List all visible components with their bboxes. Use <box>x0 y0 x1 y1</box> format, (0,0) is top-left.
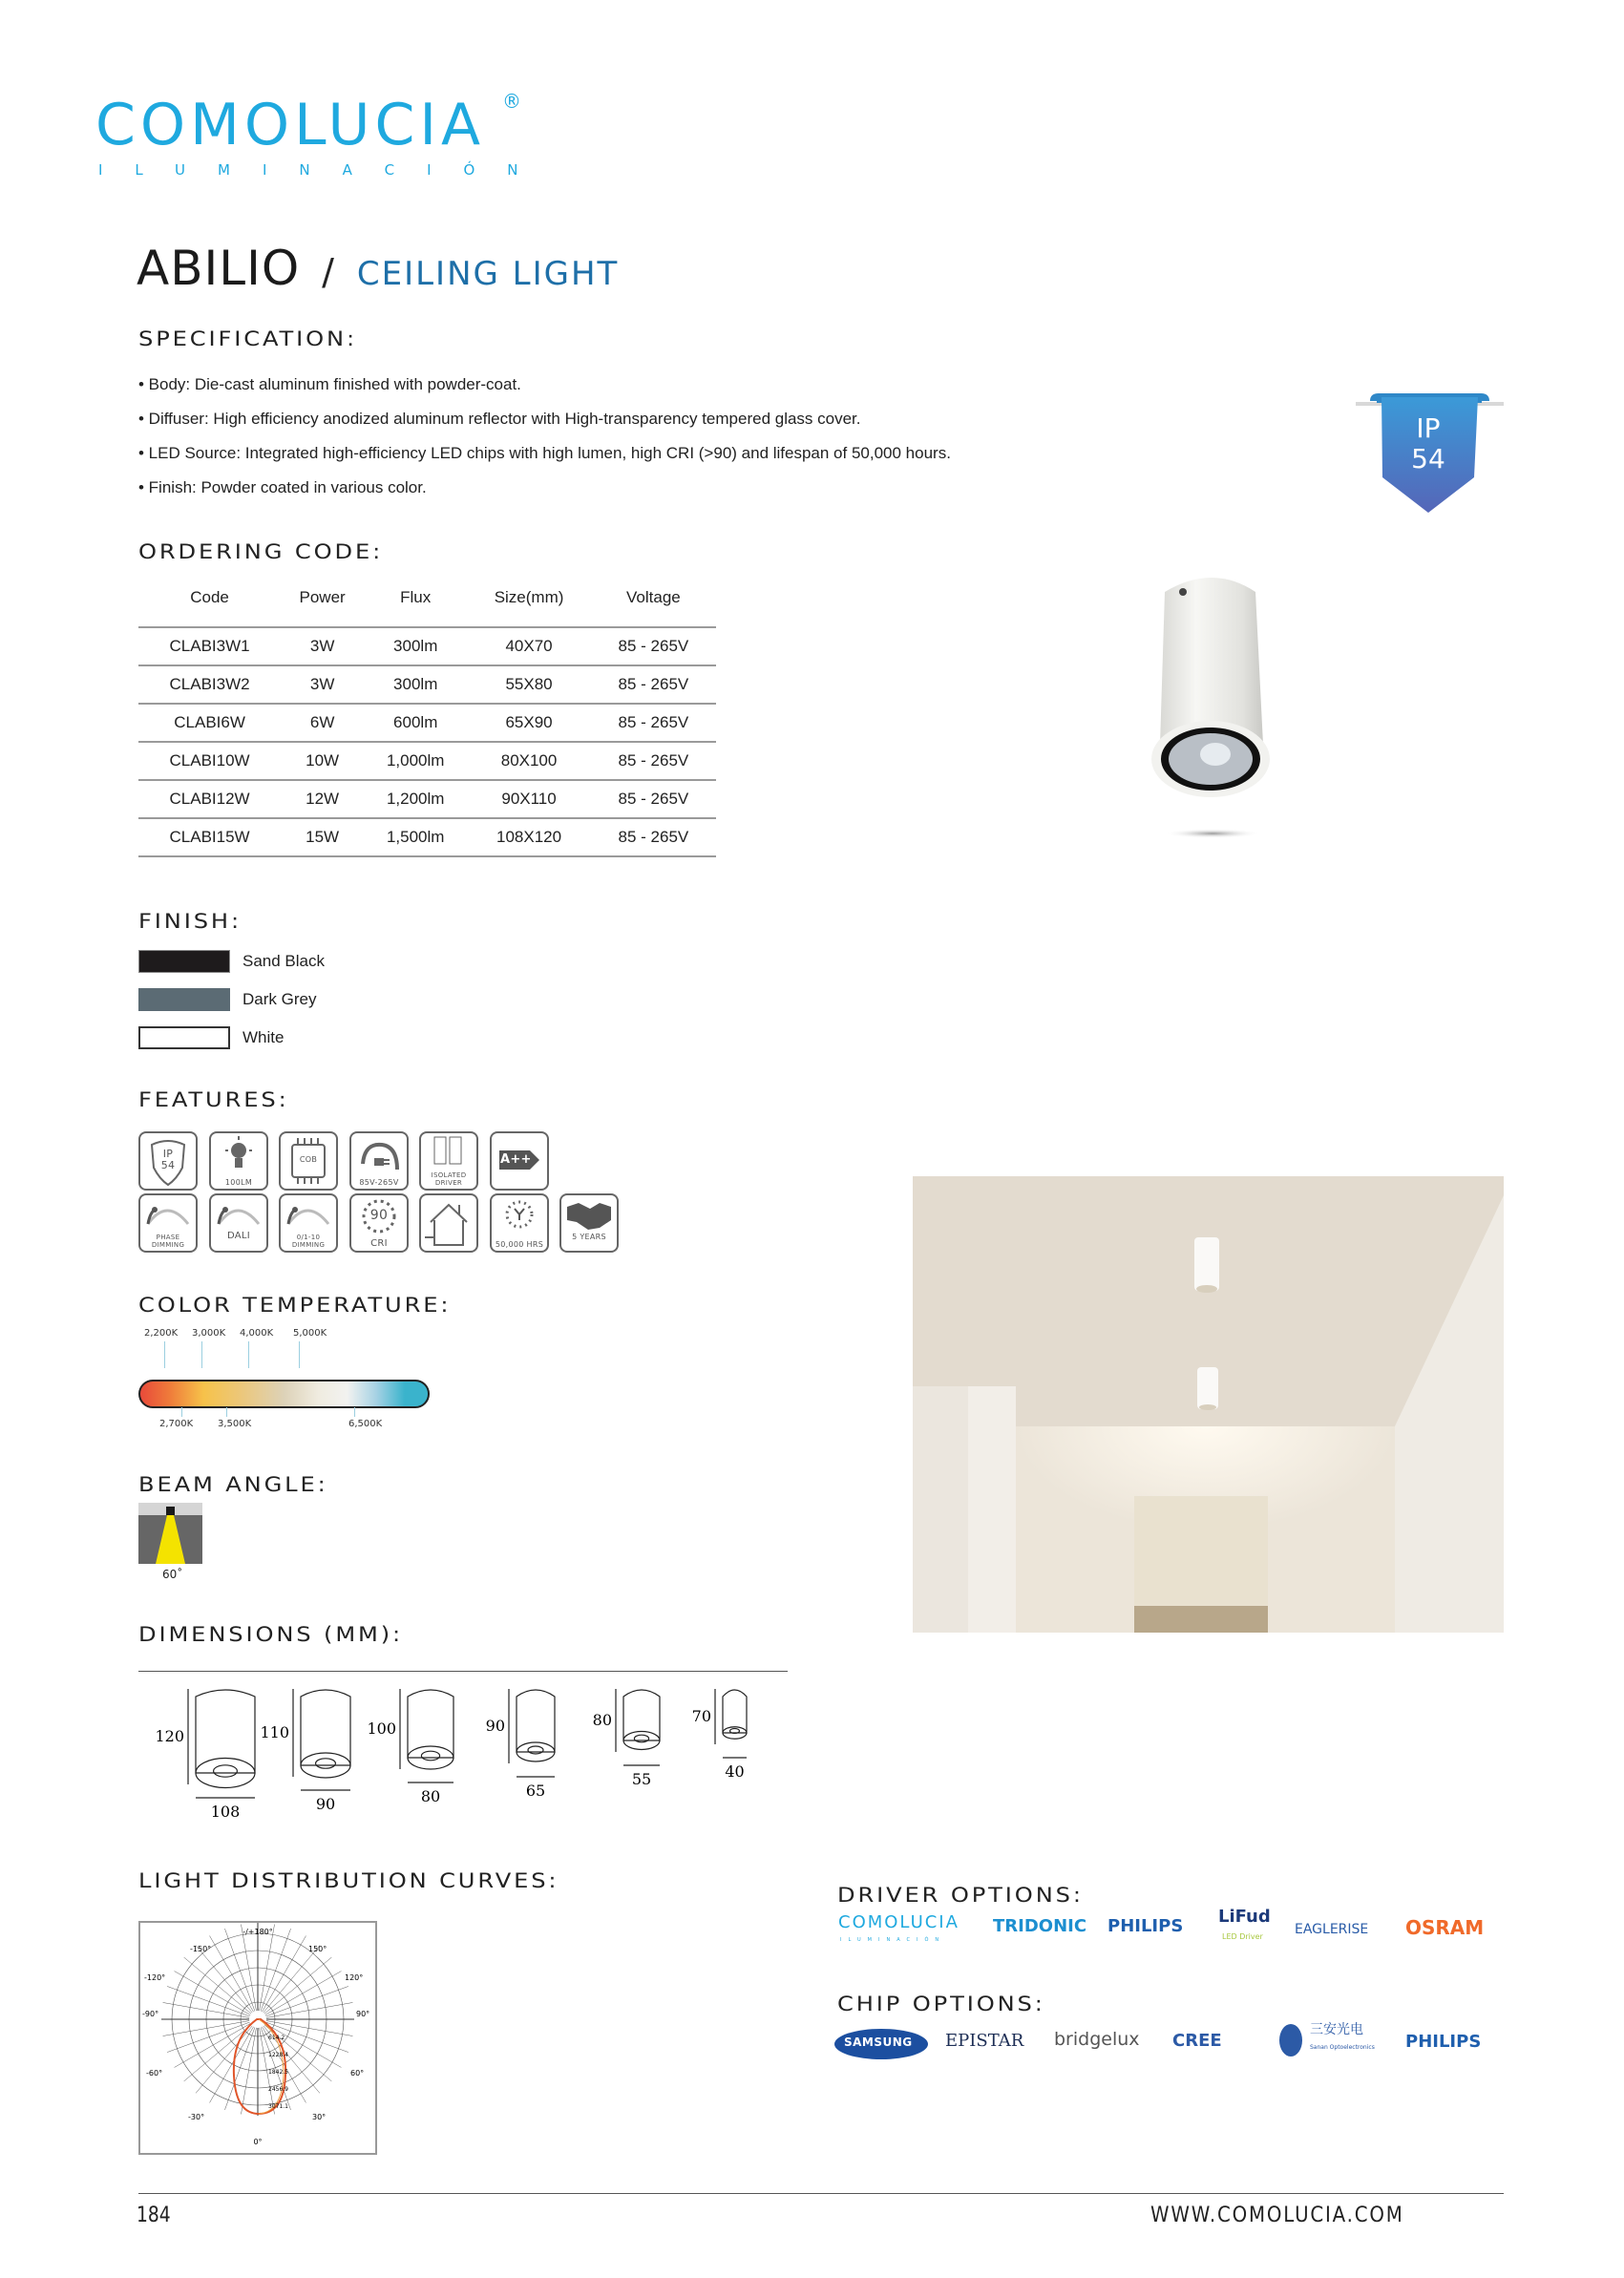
chip-brand-sub: Sanan Optoelectronics <box>1310 2044 1375 2051</box>
dimension-height: 90 <box>485 1717 505 1735</box>
column-header: Code <box>190 588 229 606</box>
ct-tick <box>201 1341 202 1368</box>
angle-label: 150° <box>308 1945 327 1953</box>
swatch-dark-grey <box>138 988 230 1011</box>
ct-label-top: 4,000K <box>240 1328 274 1339</box>
isolated-driver-icon <box>419 1131 478 1191</box>
table-header-row <box>138 578 716 627</box>
finish-heading: FINISH: <box>138 910 242 933</box>
feature-label: A++ <box>500 1152 532 1167</box>
ct-label-bottom: 3,500K <box>218 1419 252 1429</box>
table-cell: 300lm <box>364 627 467 665</box>
spec-item: • Finish: Powder coated in various color. <box>138 478 427 496</box>
cri-icon <box>349 1193 409 1253</box>
angle-label: -/+180° <box>243 1928 273 1936</box>
product-category: CEILING LIGHT <box>356 255 620 293</box>
ct-tick <box>164 1341 165 1368</box>
angle-label: 90° <box>356 2010 370 2018</box>
warranty-handshake-icon <box>559 1193 619 1253</box>
ct-tick <box>354 1407 355 1417</box>
feature-label: CRI <box>370 1238 388 1249</box>
phase-dimming-icon <box>138 1193 198 1253</box>
column-header: Voltage <box>626 588 681 606</box>
table-cell: 85 - 265V <box>591 818 716 856</box>
feature-label: IP 54 <box>160 1148 176 1171</box>
dimension-drawing <box>260 1689 350 1813</box>
beam-angle-heading: BEAM ANGLE: <box>138 1473 328 1496</box>
page-title <box>137 242 619 301</box>
cob-chip-icon <box>279 1131 338 1191</box>
feature-label: DALI <box>226 1231 251 1241</box>
ct-label-bottom: 2,700K <box>159 1419 194 1429</box>
ct-label-top: 2,200K <box>144 1328 179 1339</box>
table-cell: 1,500lm <box>364 818 467 856</box>
chip-brand-epistar: EPISTAR <box>945 2031 1024 2051</box>
sanan-logo-icon <box>1279 2024 1302 2057</box>
table-cell: 3W <box>281 665 364 704</box>
ip-rating-badge <box>1356 382 1508 516</box>
feature-label: COB <box>299 1155 318 1164</box>
dimension-drawing <box>692 1689 747 1781</box>
table-cell: 85 - 265V <box>591 742 716 780</box>
finish-label: Sand Black <box>243 952 325 970</box>
polar-spoke <box>196 1946 252 2013</box>
ordering-heading: ORDERING CODE: <box>138 540 384 563</box>
title-separator: / <box>322 251 335 293</box>
table-cell: CLABI10W <box>138 742 281 780</box>
feature-label: 100LM <box>224 1178 253 1187</box>
column-header: Flux <box>400 588 432 606</box>
ordering-table <box>138 578 716 857</box>
dimension-width: 90 <box>315 1795 336 1813</box>
driver-brand-eaglerise: EAGLERISE <box>1295 1922 1369 1937</box>
table-cell: CLABI3W2 <box>138 665 281 704</box>
table-cell: 6W <box>281 704 364 742</box>
ip-value: 54 <box>1411 443 1445 475</box>
ring-value: 614.2 <box>268 2035 285 2041</box>
table-cell: 1,200lm <box>364 780 467 818</box>
chip-brand-sanan: 三安光电 <box>1310 2022 1363 2037</box>
driver-options-heading: DRIVER OPTIONS: <box>837 1884 1084 1907</box>
angle-label: -90° <box>142 2010 159 2018</box>
dimension-height: 100 <box>367 1719 396 1738</box>
table-cell: 1,000lm <box>364 742 467 780</box>
polar-spoke <box>241 1925 256 2012</box>
website-link[interactable]: WWW.COMOLUCIA.COM <box>1150 2204 1404 2227</box>
indoor-house-icon <box>419 1193 478 1253</box>
feature-label: 50,000 HRS <box>495 1240 544 1249</box>
table-cell: 15W <box>281 818 364 856</box>
dimension-drawing <box>593 1689 660 1788</box>
table-cell: 55X80 <box>467 665 590 704</box>
polar-spoke <box>241 2028 256 2115</box>
table-row <box>138 704 716 742</box>
brand-logo: COMOLUCIA <box>95 92 486 158</box>
driver-brand-lifud: LiFud <box>1218 1907 1271 1927</box>
polar-spoke <box>163 2002 250 2017</box>
table-cell: 65X90 <box>467 704 590 742</box>
energy-class-icon <box>490 1131 549 1191</box>
brand-logo-subtitle: ILUMINACIÓN <box>98 161 551 179</box>
angle-label: -30° <box>188 2113 205 2121</box>
driver-brand-philips: PHILIPS <box>1107 1916 1184 1936</box>
table-cell: 600lm <box>364 704 467 742</box>
dimension-width: 65 <box>525 1782 546 1800</box>
table-row <box>138 742 716 780</box>
table-cell: CLABI15W <box>138 818 281 856</box>
plug-voltage-icon <box>349 1131 409 1191</box>
spec-item: • LED Source: Integrated high-efficiency LED chips with high lumen, high CRI (>90) and lifespan of 50,000 hours. <box>138 444 951 462</box>
registered-mark: ® <box>502 90 521 113</box>
polar-spoke <box>260 1925 275 2012</box>
ring-value: 1228.4 <box>268 2052 288 2058</box>
chip-brand-bridgelux: bridgelux <box>1054 2029 1140 2050</box>
polar-chart <box>138 1921 377 2155</box>
table-cell: 300lm <box>364 665 467 704</box>
table-cell: 85 - 265V <box>591 704 716 742</box>
ct-label-top: 3,000K <box>192 1328 226 1339</box>
dimension-width: 40 <box>725 1762 745 1781</box>
divider <box>138 1671 788 1672</box>
ip54-shield-icon <box>138 1131 198 1191</box>
beam-angle-diagram <box>138 1503 202 1564</box>
chip-options-heading: CHIP OPTIONS: <box>837 1993 1045 2015</box>
table-cell: 85 - 265V <box>591 780 716 818</box>
driver-brand-sub: LED Driver <box>1222 1932 1263 1941</box>
ct-tick <box>181 1407 182 1417</box>
table-cell: 85 - 265V <box>591 627 716 665</box>
column-header: Power <box>299 588 346 606</box>
table-cell: 108X120 <box>467 818 590 856</box>
ring-value: 3071.1 <box>268 2103 288 2110</box>
product-name: ABILIO <box>137 241 301 296</box>
table-cell: 10W <box>281 742 364 780</box>
ring-value: 2456.9 <box>268 2086 288 2093</box>
footer-divider <box>138 2193 1504 2194</box>
table-cell: CLABI12W <box>138 780 281 818</box>
spec-item: • Body: Die-cast aluminum finished with powder-coat. <box>138 375 521 393</box>
polar-spoke <box>264 1957 331 2014</box>
table-row <box>138 665 716 704</box>
dimension-drawing <box>155 1689 255 1819</box>
table-row <box>138 818 716 856</box>
dimension-drawing <box>486 1689 555 1800</box>
table-cell: 12W <box>281 780 364 818</box>
dimension-height: 120 <box>155 1727 184 1745</box>
polar-spoke <box>184 1957 251 2014</box>
dimension-height: 80 <box>592 1711 612 1729</box>
angle-label: 60° <box>350 2069 365 2078</box>
angle-label: -150° <box>190 1945 212 1953</box>
dimension-width: 108 <box>210 1803 241 1819</box>
ct-tick <box>226 1407 227 1417</box>
ip-label: IP <box>1416 412 1441 444</box>
chip-brand-philips: PHILIPS <box>1405 2032 1482 2052</box>
polar-spoke <box>163 2021 250 2036</box>
dimension-height: 70 <box>691 1707 711 1725</box>
angle-label: -120° <box>144 1973 166 1982</box>
color-temperature-heading: COLOR TEMPERATURE: <box>138 1294 452 1317</box>
color-temperature-scale <box>138 1380 430 1408</box>
table-row <box>138 627 716 665</box>
ct-label-bottom: 6,500K <box>348 1419 383 1429</box>
driver-brand-sub: ILUMINACIÓN <box>840 1937 946 1943</box>
table-cell: CLABI6W <box>138 704 281 742</box>
dimensions-heading: DIMENSIONS (MM): <box>138 1623 404 1646</box>
table-cell: 3W <box>281 627 364 665</box>
angle-label: 30° <box>312 2113 327 2121</box>
dimension-drawings <box>138 1676 807 1819</box>
table-row <box>138 780 716 818</box>
dimension-drawing <box>367 1689 453 1805</box>
lifespan-clock-icon <box>490 1193 549 1253</box>
dimension-width: 55 <box>631 1770 652 1788</box>
light-distribution-heading: LIGHT DISTRIBUTION CURVES: <box>138 1869 559 1892</box>
polar-spoke <box>266 2002 353 2017</box>
feature-label: 0/1-10 DIMMING <box>291 1234 326 1249</box>
swatch-sand-black <box>138 950 230 973</box>
angle-label: 120° <box>345 1973 364 1982</box>
specification-heading: SPECIFICATION: <box>138 327 357 350</box>
chip-brand-cree: CREE <box>1172 2031 1222 2051</box>
table-cell: 80X100 <box>467 742 590 780</box>
driver-brand-osram: OSRAM <box>1405 1916 1485 1939</box>
angle-label: 0° <box>253 2138 263 2146</box>
bulb-icon <box>209 1131 268 1191</box>
dimension-height: 110 <box>260 1723 289 1741</box>
table-cell: 90X110 <box>467 780 590 818</box>
feature-label: ISOLATED DRIVER <box>431 1171 467 1187</box>
dali-icon <box>209 1193 268 1253</box>
polar-spoke <box>196 2026 252 2093</box>
polar-spoke <box>264 1946 320 2013</box>
table-cell: 40X70 <box>467 627 590 665</box>
page-number: 184 <box>137 2204 171 2227</box>
ring-value: 1842.5 <box>268 2069 288 2076</box>
beam-angle-value: 60˚ <box>162 1568 183 1581</box>
features-heading: FEATURES: <box>138 1088 289 1111</box>
spec-item: • Diffuser: High efficiency anodized aluminum reflector with High-transparency tempered glass cover. <box>138 410 861 428</box>
column-header: Size(mm) <box>494 588 564 606</box>
table-cell: 85 - 265V <box>591 665 716 704</box>
ct-tick <box>299 1341 300 1368</box>
driver-brand-tridonic: TRIDONIC <box>993 1916 1087 1936</box>
swatch-white <box>138 1026 230 1049</box>
feature-label: PHASE DIMMING <box>151 1234 185 1249</box>
specification-list <box>138 368 1141 505</box>
ct-label-top: 5,000K <box>293 1328 327 1339</box>
chip-brand-samsung: SAMSUNG <box>844 2035 913 2049</box>
installation-photo <box>913 1176 1504 1633</box>
dimension-width: 80 <box>420 1787 441 1805</box>
finish-label: White <box>243 1028 285 1046</box>
feature-label: 85V-265V <box>359 1178 399 1187</box>
table-cell: CLABI3W1 <box>138 627 281 665</box>
polar-spoke <box>184 2025 251 2081</box>
dimming-0-10-icon <box>279 1193 338 1253</box>
driver-brand-comolucia: COMOLUCIA <box>838 1912 960 1932</box>
product-image <box>1122 563 1294 850</box>
cri-value: 90 <box>369 1208 389 1223</box>
finish-label: Dark Grey <box>243 990 317 1008</box>
angle-label: -60° <box>146 2069 163 2078</box>
ct-tick <box>248 1341 249 1368</box>
feature-label: 5 YEARS <box>572 1233 606 1241</box>
